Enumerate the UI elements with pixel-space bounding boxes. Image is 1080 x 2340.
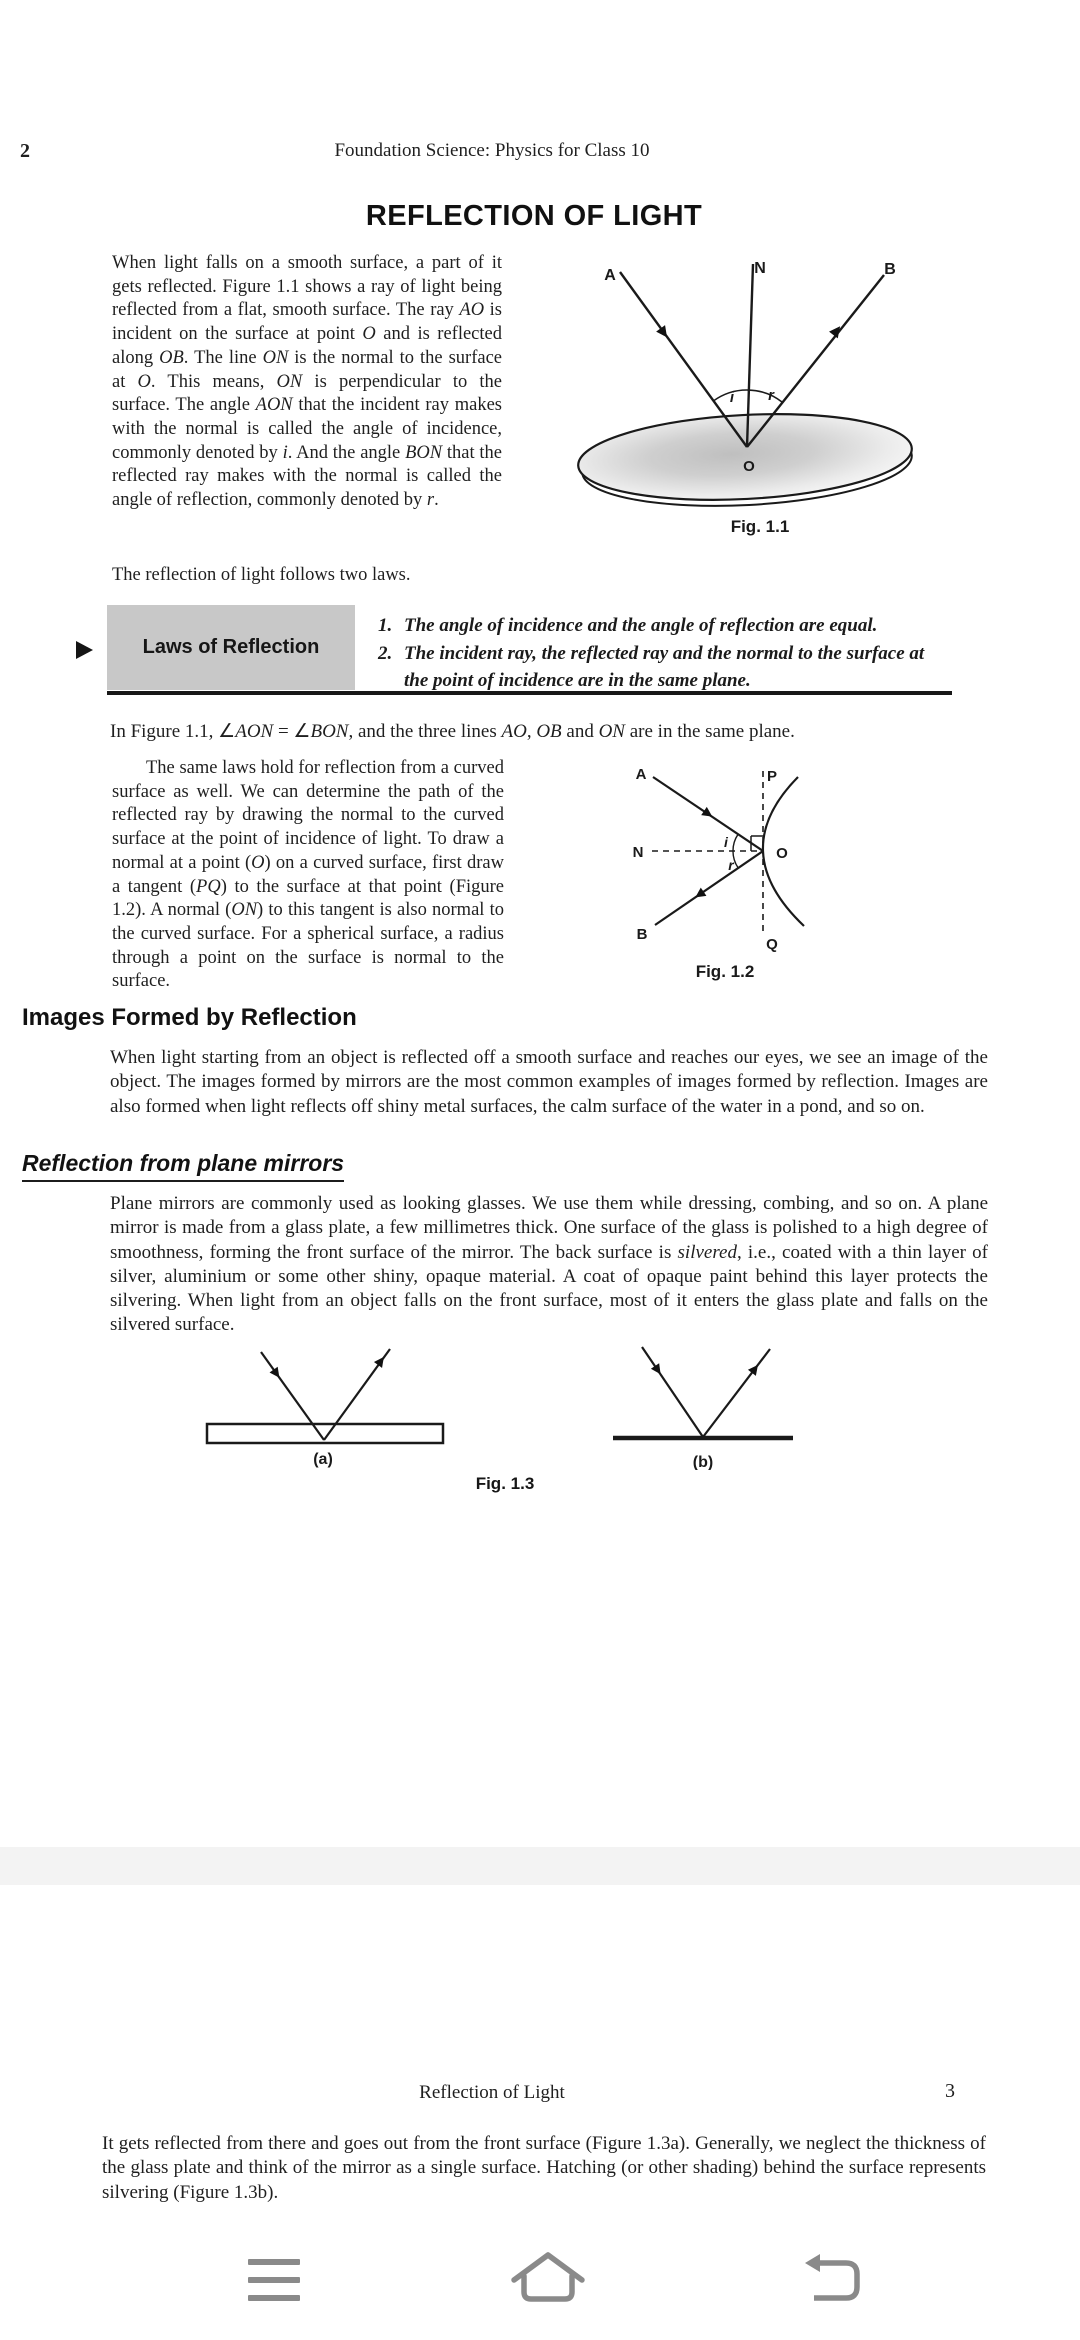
laws-list (378, 612, 956, 695)
home-button[interactable] (509, 2250, 587, 2304)
label-b: (b) (692, 1454, 714, 1470)
reflected-arrowhead (693, 888, 707, 902)
label-N: N (632, 844, 644, 861)
reflected-ray (655, 851, 763, 925)
label-B: B (636, 926, 648, 943)
label-Q: Q (766, 936, 778, 953)
law-1-number: 1. (378, 615, 393, 636)
flat-surface (576, 406, 914, 507)
plane-mirrors-paragraph: Plane mirrors are commonly used as looking glasses. We use them while dressing, combing, and so on. A plane mirror is made from a glass plate, a few millimetres thick. One surface of the glass is polished to a high degree of smoothness, forming the front surface of the mirror. The back surface is silvered, i.e., coated with a thin layer of silver, aluminium or some other shiny, opaque material. A coat of opaque paint behind this layer protects the silvering. When light from an object falls on the front surface, most of it enters the glass plate and falls on the silvered surface. (110, 1193, 989, 1336)
section-rule (107, 691, 952, 695)
law-2-text: The incident ray, the reflected ray and the normal to the surface at the point of incidence are in the same plane. (404, 642, 925, 691)
figure-1-1 (560, 250, 1040, 550)
label-a: (a) (313, 1451, 333, 1468)
running-header-page2: Foundation Science: Physics for Class 10 (334, 140, 650, 161)
heading-images-formed: Images Formed by Reflection (22, 1004, 357, 1031)
page-number-2: 2 (20, 140, 30, 162)
incident-arrowhead (651, 1363, 665, 1377)
page-number-3: 3 (945, 2080, 955, 2102)
home-icon (514, 2255, 582, 2299)
label-O: O (776, 845, 788, 862)
figure-1-2-caption: Fig. 1.2 (695, 962, 755, 981)
law-2-number: 2. (378, 642, 393, 664)
callout-arrow-icon (76, 641, 93, 659)
menu-button[interactable] (248, 2259, 300, 2301)
back-button[interactable] (802, 2253, 872, 2303)
page-gap-band (0, 1847, 1080, 1885)
incident-arrowhead (270, 1367, 284, 1381)
label-B: B (884, 261, 896, 278)
label-A: A (635, 766, 647, 783)
chapter-title: REFLECTION OF LIGHT (365, 200, 703, 232)
label-N: N (754, 260, 766, 277)
running-header-page3: Reflection of Light (419, 2082, 565, 2103)
figure-1-2 (600, 765, 830, 990)
law-1 (378, 612, 956, 640)
laws-box-label: Laws of Reflection (142, 636, 320, 658)
label-i: i (724, 834, 728, 850)
figure-1-3b (600, 1340, 810, 1470)
label-A: A (604, 267, 616, 284)
heading-plane-mirrors: Reflection from plane mirrors (22, 1150, 344, 1182)
two-laws-lead-line: The reflection of light follows two laws. (112, 565, 411, 585)
reflected-ray (703, 1349, 770, 1437)
label-r: r (768, 387, 774, 404)
reflected-arrowhead (829, 323, 844, 338)
label-O: O (743, 458, 755, 475)
back-icon (805, 2254, 857, 2298)
images-formed-paragraph: When light starting from an object is reflected off a smooth surface and reaches our eyes, we see an image of the object. The images formed by mirrors are the most common examples of images formed by reflection. Images are also formed when light reflects off shiny metal surfaces, the calm surface of the water in a pond, and so on. (110, 1047, 988, 1117)
curved-surface-paragraph: The same laws hold for reflection from a curved surface as well. We can determine the path of the reflected ray by drawing the normal to the curved surface at the point of incidence of light. To draw a normal at a point (O) on a curved surface, first draw a tangent (PQ) to the surface at that point (Figure 1.2). A normal (ON) to this tangent is also normal to the curved surface. For a spherical surface, a radius through a point on the surface is normal to the surface. (112, 758, 504, 992)
label-P: P (766, 768, 778, 785)
figure-1-1-caption: Fig. 1.1 (730, 517, 790, 536)
intro-paragraph: When light falls on a smooth surface, a part of it gets reflected. Figure 1.1 shows a ray of light being reflected from a flat, smooth surface. The ray AO is incident on the surface at point O and is reflected along OB. The line ON is the normal to the surface at O. This means, ON is perpendicular to the surface. The angle AON that the incident ray makes with the normal is called the angle of incidence, commonly denoted by i. And the angle BON that the reflected ray makes with the normal is called the angle of reflection, commonly denoted by r. (112, 253, 503, 511)
laws-of-reflection-box (107, 605, 355, 690)
figure-1-3a (200, 1340, 460, 1470)
law-2 (378, 640, 956, 695)
incident-ray (642, 1347, 703, 1437)
figure-1-1-summary-line: In Figure 1.1, ∠AON = ∠BON, and the three lines AO, OB and ON are in the same plane. (110, 721, 795, 742)
figure-1-3-caption: Fig. 1.3 (475, 1474, 535, 1493)
label-r: r (728, 857, 734, 873)
law-1-text: The angle of incidence and the angle of reflection are equal. (404, 615, 878, 636)
label-i: i (729, 389, 735, 406)
silvering-paragraph: It gets reflected from there and goes out from the front surface (Figure 1.3a). Generally, we neglect the thickness of the glass plate and think of the mirror as a single surface. Hatching (or other shading) behind the surface represents silvering (Figure 1.3b). (102, 2133, 986, 2203)
